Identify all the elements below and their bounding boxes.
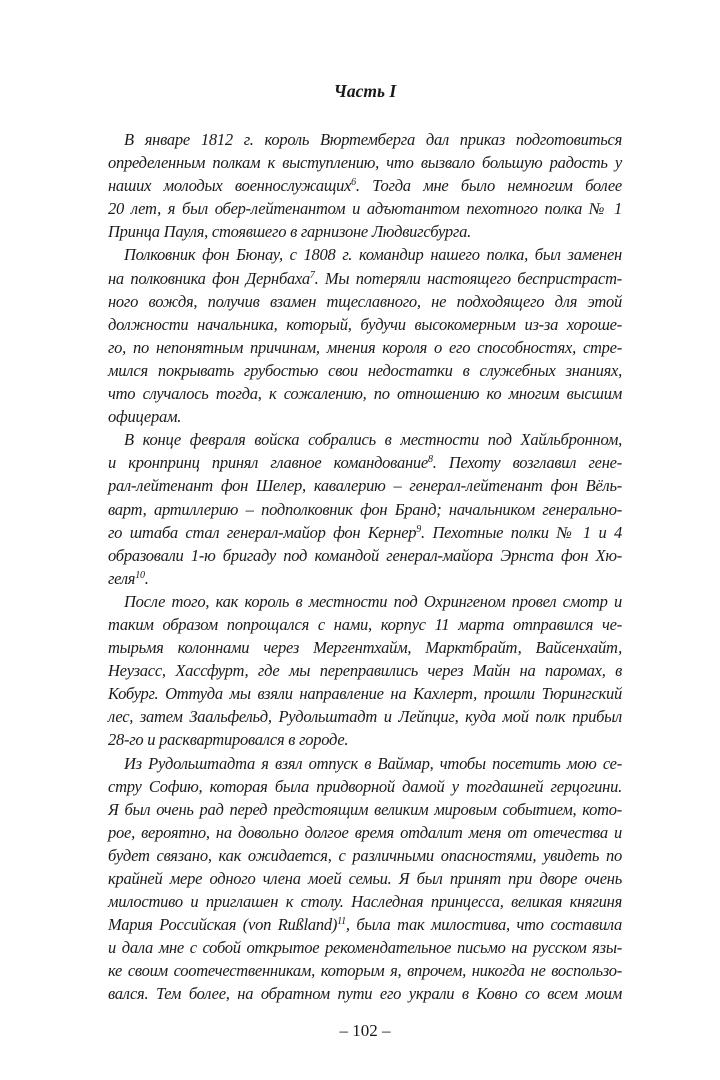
text-line [108,382,622,405]
text-line [108,336,622,359]
line-text: и кронпринц принял главное командование [108,453,428,473]
text-line [108,867,622,890]
text-line [108,174,622,197]
text-line [108,890,622,913]
line-text: определенным полкам к выступлению, что вызвало большую радость у [108,153,622,173]
footnote-marker: 9 [416,523,422,535]
line-text: мился покрывать грубостью свои недостатки в служебных знаниях, [108,360,622,380]
page [108,79,622,1042]
line-text: образовали 1-ю бригаду под командой генерал-майора Эрнста фон Хю- [108,545,622,565]
line-text: Из Рудольштадта я взял отпуск в Ваймар, чтобы посетить мою се- [124,753,622,773]
footnote-marker: 11 [337,916,346,928]
line-text: После того, как король в местности под Охрингеном провел смотр и [124,591,622,611]
text-line [108,775,622,798]
line-text: рое, вероятно, на довольно долгое время отдалит меня от отечества и [108,822,622,842]
text-line [108,243,622,266]
line-text: наших молодых военнослужащих [108,176,352,196]
text-line [108,267,622,290]
text-line [108,359,622,382]
text-line [108,451,622,474]
text-line [108,682,622,705]
line-text-continued: . Мы потеряли настоящего беспристраст- [314,268,623,288]
line-text: В январе 1812 г. король Вюртемберга дал приказ подготовиться [124,130,622,149]
footnote-marker: 6 [351,177,356,189]
text-line [108,936,622,959]
line-text: ного вождя, получив взамен тщеславного, не подходящего для этой [108,291,622,311]
text-line [108,428,622,451]
text-line [108,821,622,844]
text-line [108,959,622,982]
line-text: на полковника фон Дернбаха [108,268,310,288]
text-line [108,474,622,497]
text-line [108,521,622,544]
section-title: Часть I [333,81,397,101]
line-text: Мария Российская (von Rußland) [108,915,338,935]
line-text: тырьмя колоннами через Мергентхайм, Марктбрайт, Вайсенхайт, [108,638,622,658]
footnote-marker: 7 [309,269,315,281]
text-line [108,544,622,567]
line-text: должности начальника, который, будучи высокомерным из-за хороше- [108,314,622,334]
text-line [108,659,622,682]
line-text: Кобург. Оттуда мы взяли направление на Кахлерт, прошли Тюрингский [108,684,622,704]
line-text-continued: . [144,568,149,588]
line-text: офицерам. [108,407,182,427]
paragraph [108,590,622,752]
line-text: го, по непонятным причинам, мнения короля о его способностях, стре- [108,337,622,357]
line-text: В конце февраля войска собрались в местности под Хайльбронном, [124,430,622,450]
line-text: стру Софию, которая была придворной дамой у тогдашней герцогини. [108,776,622,796]
line-text: что случалось тогда, к сожалению, по отношению ко многим высшим [108,384,622,404]
text-line [108,197,622,220]
text-line [108,290,622,313]
line-text: крайней мере одного члена моей семьи. Я был принят при дворе очень [108,869,622,888]
text-line [108,313,622,336]
page-number: – 102 – [339,1020,391,1040]
text-line [108,913,622,936]
line-text: вался. Тем более, на обратном пути его украли в Ковно со всем моим [108,984,622,1004]
text-line [108,982,622,1005]
line-text-continued: . Тогда мне было немногим более [355,176,622,196]
line-text: 28-го и расквартировался в городе. [108,730,349,750]
footnote-marker: 8 [427,454,433,466]
line-text: Я был очень рад перед предстоящим великим мировым событием, кото- [108,799,622,819]
text-line [108,705,622,728]
paragraph [108,752,622,1006]
text-line [108,128,622,151]
text-line [108,844,622,867]
paragraph [108,128,622,243]
text-line [108,636,622,659]
text-line [108,405,622,428]
line-text: лес, затем Заальфельд, Рудольштадт и Лейпциг, куда мой полк прибыл [108,707,622,727]
text-line [108,590,622,613]
line-text: Полковник фон Бюнау, с 1808 г. командир нашего полка, был заменен [124,245,622,265]
line-text: 20 лет, я был обер-лейтенантом и адъютантом пехотного полка № 1 [108,199,622,219]
line-text: таким образом попрощался с нами, корпус 11 марта отправился че- [108,614,622,634]
line-text: рал-лейтенант фон Шелер, кавалерию – генерал-лейтенант фон Вёль- [108,476,622,496]
body-text [108,128,622,1006]
text-line [108,752,622,775]
text-line [108,151,622,174]
line-text: будет связано, как ожидается, с различными опасностями, увидеть по [108,845,622,865]
line-text: ке своим соотечественникам, которым я, впрочем, никогда не воспользо- [108,961,622,981]
text-line [108,498,622,521]
line-text-continued: . Пехотные полки № 1 и 4 [421,522,623,542]
footnote-marker: 10 [135,569,145,581]
line-text-continued: , была так милостива, что составила [345,915,622,935]
paragraph [108,428,622,590]
line-text: варт, артиллерию – подполковник фон Бранд; начальником генерально- [108,499,622,519]
paragraph [108,243,622,428]
line-text: Принца Пауля, стоявшего в гарнизоне Людвигсбурга. [108,222,471,242]
line-text-continued: . Пехоту возглавил гене- [432,453,622,473]
text-line [108,613,622,636]
line-text: милостиво и приглашен к столу. Наследная принцесса, великая княгиня [108,892,622,912]
text-line [108,567,622,590]
line-text: и дала мне с собой открытое рекомендательное письмо на русском язы- [108,938,622,958]
line-text: геля [108,568,136,588]
line-text: Неузасс, Хассфурт, где мы переправились через Майн на паромах, в [108,661,622,681]
text-line [108,728,622,751]
text-line [108,220,622,243]
text-line [108,798,622,821]
line-text: го штаба стал генерал-майор фон Кернер [108,522,417,542]
